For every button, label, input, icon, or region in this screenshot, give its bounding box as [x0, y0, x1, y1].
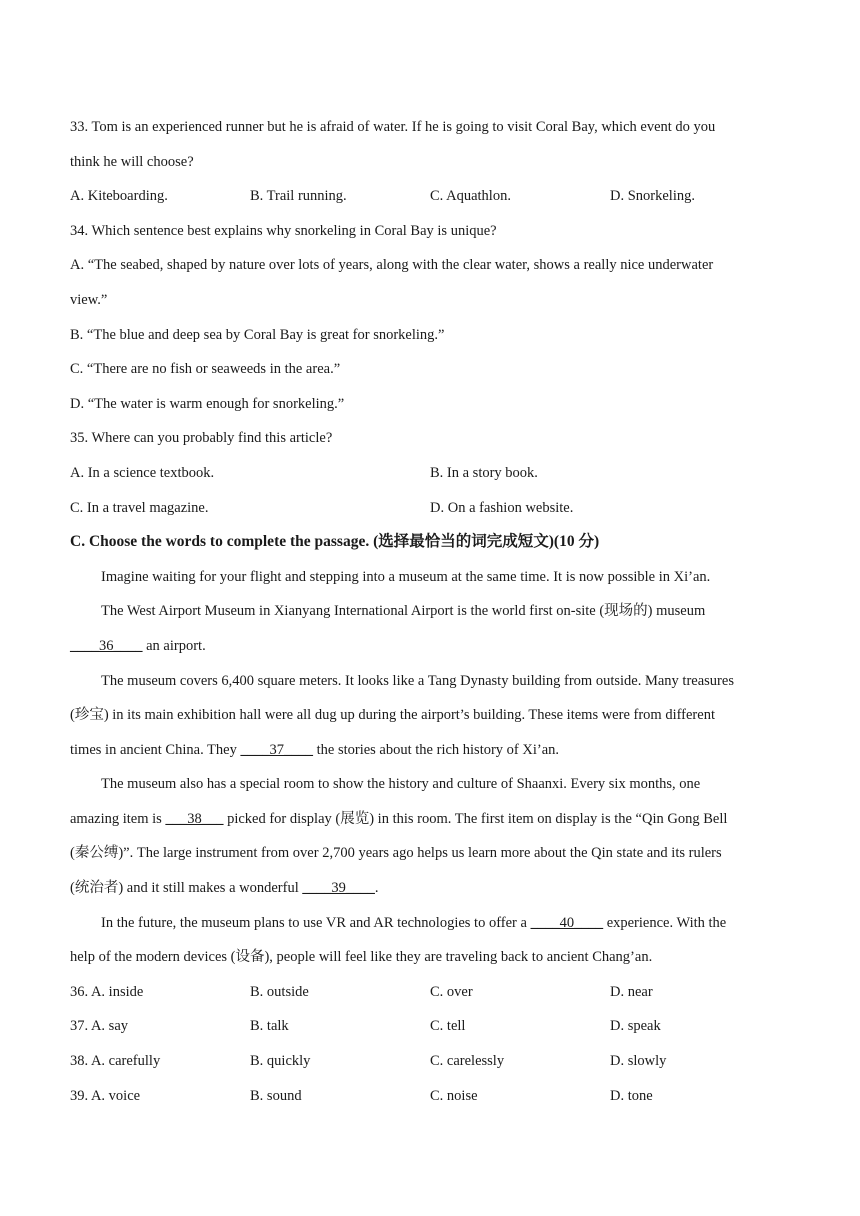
choice-38-d: D. slowly [610, 1053, 667, 1070]
passage-text: . [374, 880, 379, 897]
choice-36-d: D. near [610, 983, 653, 1000]
passage-p1: Imagine waiting for your flight and stepping into a museum at the same time. It is now possible in Xi’an. [101, 568, 711, 585]
passage-p4-line4 [70, 871, 790, 906]
q35-options-row1 [70, 456, 790, 491]
choice-37-b: B. talk [250, 1018, 289, 1035]
choice-39-b: B. sound [250, 1087, 302, 1104]
choice-36-c: C. over [430, 983, 473, 1000]
choice-39-d: D. tone [610, 1087, 653, 1104]
passage-text: the stories about the rich history of Xi’an. [312, 741, 560, 758]
choice-row-39 [70, 1079, 790, 1114]
q35-options-row2 [70, 491, 790, 526]
choice-39-c: C. noise [430, 1087, 478, 1104]
q35-option-a: A. In a science textbook. [70, 464, 215, 481]
passage-p3-line3 [70, 733, 790, 768]
blank-39: ____39____ [302, 880, 375, 897]
q35-option-d: D. On a fashion website. [430, 499, 574, 516]
passage-text: experience. With the [603, 914, 727, 931]
passage-p4-line3: (秦公缚)”. The large instrument from over 2,700 years ago helps us learn more about the Qin state and its rulers [70, 845, 722, 862]
passage-text: picked for display (展览) in this room. The first item on display is the “Qin Gong Bell [223, 810, 728, 827]
passage-p2-line2 [70, 629, 790, 664]
choice-36-a: 36. A. inside [70, 983, 144, 1000]
q34-option-a-line2: view.” [70, 291, 108, 308]
passage-text: times in ancient China. They [70, 741, 241, 758]
passage-p5-line2: help of the modern devices (设备), people will feel like they are traveling back to ancient Chang’an. [70, 949, 653, 966]
q33-option-c: C. Aquathlon. [430, 188, 511, 205]
choice-38-b: B. quickly [250, 1053, 311, 1070]
blank-36: ____36____ [70, 637, 143, 654]
passage-text: an airport. [142, 637, 206, 654]
passage-p4-line2 [70, 802, 790, 837]
passage-p2-line1: The West Airport Museum in Xianyang International Airport is the world first on-site (现场的) museum [101, 603, 706, 620]
choice-38-a: 38. A. carefully [70, 1053, 161, 1070]
passage-p4-line1: The museum also has a special room to show the history and culture of Shaanxi. Every six months, one [101, 776, 701, 793]
choice-37-a: 37. A. say [70, 1018, 128, 1035]
q34-option-c: C. “There are no fish or seaweeds in the area.” [70, 361, 341, 378]
q34-option-d: D. “The water is warm enough for snorkeling.” [70, 395, 345, 412]
q33-option-a: A. Kiteboarding. [70, 188, 168, 205]
blank-37: ____37____ [240, 741, 313, 758]
choice-36-b: B. outside [250, 983, 309, 1000]
passage-text: (统治者) and it still makes a wonderful [70, 880, 303, 897]
choice-37-d: D. speak [610, 1018, 661, 1035]
blank-38: ___38___ [165, 810, 224, 827]
choice-39-a: 39. A. voice [70, 1087, 141, 1104]
q33-option-b: B. Trail running. [250, 188, 347, 205]
passage-p5-line1 [70, 906, 790, 941]
choice-37-c: C. tell [430, 1018, 466, 1035]
q33-stem-line1: 33. Tom is an experienced runner but he is afraid of water. If he is going to visit Coral Bay, which event do you [70, 119, 716, 135]
q33-options [70, 179, 790, 214]
passage-p3-line1: The museum covers 6,400 square meters. It looks like a Tang Dynasty building from outside. Many treasures [101, 672, 734, 689]
q35-stem: 35. Where can you probably find this article? [70, 430, 333, 447]
passage-text: In the future, the museum plans to use VR and AR technologies to offer a [101, 914, 531, 931]
q35-option-b: B. In a story book. [430, 464, 538, 481]
passage-text: amazing item is [70, 810, 166, 827]
q33-option-d: D. Snorkeling. [610, 188, 695, 205]
q33-stem-line2: think he will choose? [70, 153, 194, 170]
blank-40: ____40____ [530, 914, 604, 931]
passage-p3-line2: (珍宝) in its main exhibition hall were all dug up during the airport’s building. These items were from different [70, 707, 715, 724]
choice-38-c: C. carelessly [430, 1053, 505, 1070]
q34-option-a-line1: A. “The seabed, shaped by nature over lots of years, along with the clear water, shows a really nice underwater [70, 257, 714, 274]
choice-row-37 [70, 1009, 790, 1044]
q34-stem: 34. Which sentence best explains why snorkeling in Coral Bay is unique? [70, 222, 497, 239]
exam-page [70, 110, 790, 1113]
choice-row-36 [70, 975, 790, 1010]
section-c-heading: C. Choose the words to complete the passage. (选择最恰当的词完成短文)(10 分) [70, 533, 600, 551]
q35-option-c: C. In a travel magazine. [70, 499, 209, 516]
q34-option-b: B. “The blue and deep sea by Coral Bay is great for snorkeling.” [70, 326, 445, 343]
choice-row-38 [70, 1044, 790, 1079]
